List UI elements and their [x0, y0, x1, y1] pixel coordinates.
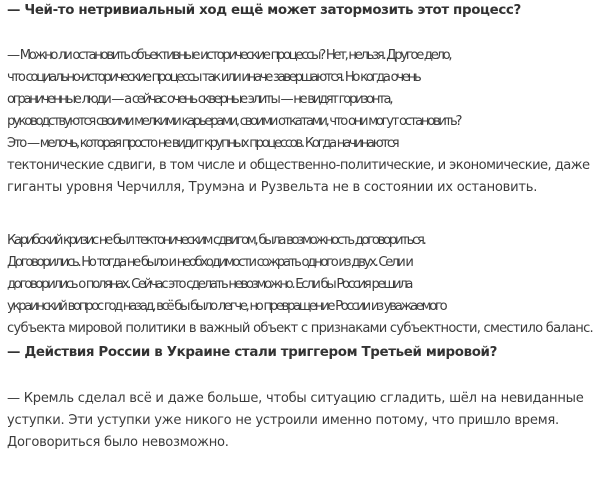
answer-paragraph-2: [7, 230, 593, 340]
paragraph-line: Карибский кризис не был тектоническим сдвигом, была возможность договориться.: [7, 233, 425, 248]
paragraph-line: — Можно ли остановить объективные исторические процессы? Нет, нельзя. Другое дело,: [7, 48, 451, 63]
paragraph-line: что социально-исторические процессы так или иначе завершаются. Но когда очень: [7, 70, 420, 85]
paragraph-line: гиганты уровня Черчилля, Трумэна и Рузвельта не в состоянии их остановить.: [7, 180, 538, 195]
paragraph-line: субъекта мировой политики в важный объект с признаками субъектности, сместило баланс.: [7, 321, 593, 336]
paragraph-line: украинский вопрос год назад, всё бы было легче, но превращение России из уважаемого: [7, 299, 446, 314]
paragraph-line: тектонические сдвиги, в том числе и общественно-политические, и экономические, даже: [7, 158, 590, 173]
answer-paragraph-1: [7, 45, 590, 199]
paragraph-line: Это — мелочь, которая просто не видит крупных процессов. Когда начинаются: [7, 136, 398, 151]
paragraph-line: договорились о полянах. Сейчас это сделать невозможно. Если бы Россия решила: [7, 277, 412, 292]
paragraph-line: — Кремль сделал всё и даже больше, чтобы ситуацию сгладить, шёл на невиданные: [7, 391, 584, 406]
interview-question-2: — Действия России в Украине стали триггером Третьей мировой?: [7, 345, 497, 360]
paragraph-line: Договориться было невозможно.: [7, 435, 229, 450]
paragraph-line: уступки. Эти уступки уже никого не устроили именно потому, что пришло время.: [7, 413, 559, 428]
paragraph-line: руководствуются своими мелкими карьерами, своими откатами, что они могут остановить?: [7, 114, 461, 129]
answer-paragraph-3: [7, 388, 584, 454]
paragraph-line: Договорились. Но тогда не было и необходимости сожрать одного из двух. Сели и: [7, 255, 412, 270]
interview-question-1: — Чей-то нетривиальный ход ещё может затормозить этот процесс?: [7, 3, 521, 18]
paragraph-line: ограниченные люди — а сейчас очень скверные элиты — не видят горизонта,: [7, 92, 392, 107]
